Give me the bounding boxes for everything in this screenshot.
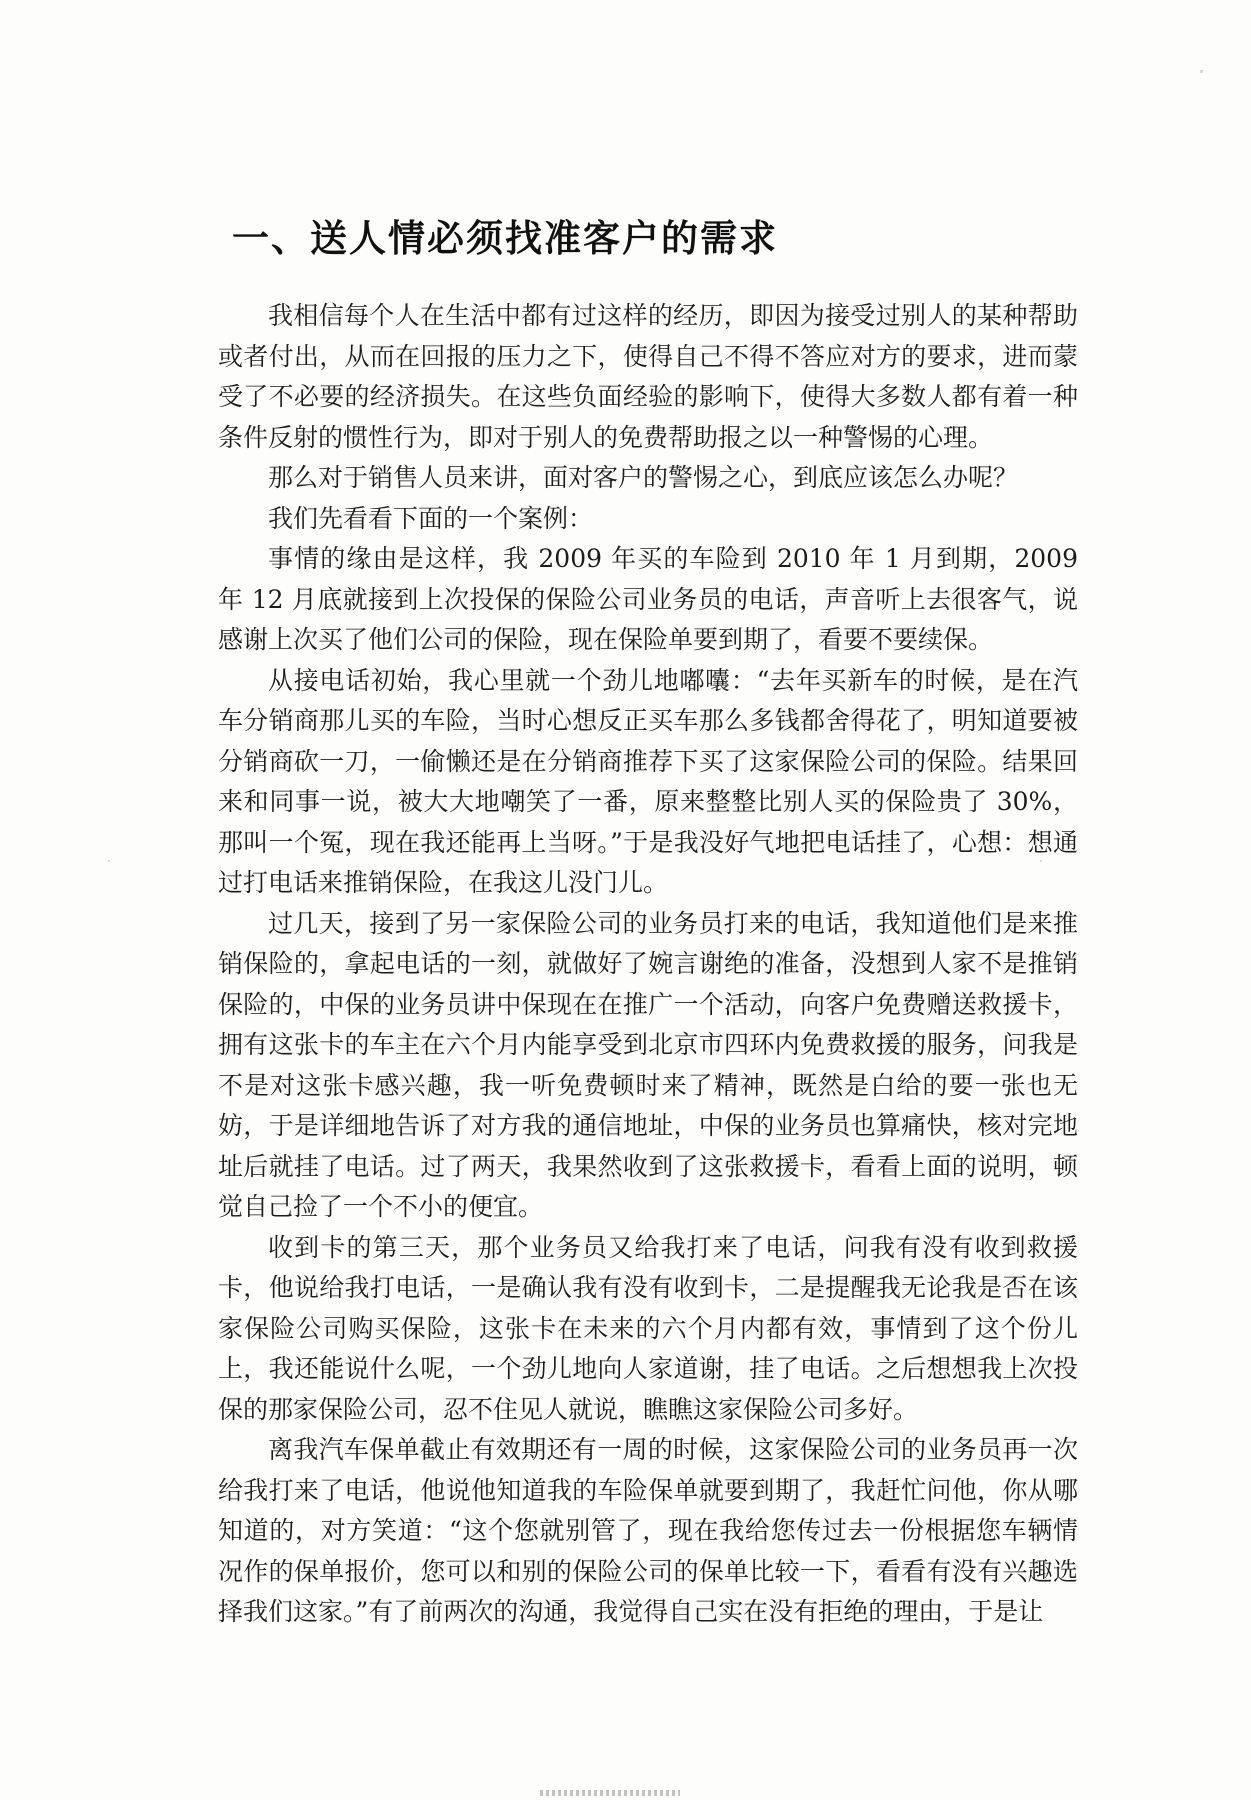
paragraph: 那么对于销售人员来讲，面对客户的警惕之心，到底应该怎么办呢？ bbox=[268, 463, 1019, 492]
paragraph: 过几天，接到了另一家保险公司的业务员打来的电话，我知道他们是来推销保险的，拿起电话的一刻，就做好了婉言谢绝的准备，没想到人家不是推销保险的，中保的业务员讲中保现在在推广一个活动，向客户免费赠送救援卡，拥有这张卡的车主在六个月内能享受到北京市四环内免费救援的服务，问我是不是对这张卡感兴趣，我一听免费顿时来了精神，既然是白给的要一张也无妨，于是详细地告诉了对方我的通信地址，中保的业务员也算痛快，核对完地址后就挂了电话。过了两天，我果然收到了这张救援卡，看看上面的说明，顿觉自己捡了一个不小的便宜。 bbox=[218, 908, 1078, 1221]
scan-speck bbox=[108, 860, 110, 862]
paragraph: 我们先看看下面的一个案例： bbox=[268, 503, 594, 533]
paragraph: 事情的缘由是这样，我 2009 年买的车险到 2010 年 1 月到期，2009 年 12 月底就接到上次投保的保险公司业务员的电话，声音听上去很客气，说感谢上次买了他们公司的保险，现在保险单要到期了，看要不要续保。 bbox=[218, 544, 1078, 654]
paragraph: 收到卡的第三天，那个业务员又给我打来了电话，问我有没有收到救援卡，他说给我打电话，一是确认我有没有收到卡，二是提醒我无论我是否在该家保险公司购买保险，这张卡在未来的六个月内都有效，事情到了这个份儿上，我还能说什么呢，一个劲儿地向人家道谢，挂了电话。之后想想我上次投保的那家保险公司，忍不住见人就说，瞧瞧这家保险公司多好。 bbox=[218, 1232, 1078, 1424]
paragraph: 我相信每个人在生活中都有过这样的经历，即因为接受过别人的某种帮助或者付出，从而在回报的压力之下，使得自己不得不答应对方的要求，进而蒙受了不必要的经济损失。在这些负面经验的影响下，使得大多数人都有着一种条件反射的惯性行为，即对于别人的免费帮助报之以一种警惕的心理。 bbox=[218, 301, 1078, 452]
paragraph: 离我汽车保单截止有效期还有一周的时候，这家保险公司的业务员再一次给我打来了电话，他说他知道我的车险保单就要到期了，我赶忙问他，你从哪知道的，对方笑道：“这个您就别管了，现在我给您传过去一份根据您车辆情况作的保单报价，您可以和别的保险公司的保单比较一下，看看有没有兴趣选择我们这家。”有了前两次的沟通，我觉得自己实在没有拒绝的理由，于是让 bbox=[218, 1435, 1078, 1626]
scan-footer-strip bbox=[540, 1790, 680, 1796]
paragraph: 从接电话初始，我心里就一个劲儿地嘟囔：“去年买新车的时候，是在汽车分销商那儿买的车险，当时心想反正买车那么多钱都舍得花了，明知道要被分销商砍一刀，一偷懒还是在分销商推荐下买了这家保险公司的保险。结果回来和同事一说，被大大地嘲笑了一番，原来整整比别人买的保险贵了 30%，那叫一个冤，现在我还能再上当呀。”于是我没好气地把电话挂了，心想：想通过打电话来推销保险，在我这儿没门儿。 bbox=[218, 665, 1078, 897]
scan-speck bbox=[1040, 860, 1042, 862]
body-text bbox=[218, 296, 1078, 1633]
section-heading: 一、送人情必须找准客户的需求 bbox=[232, 217, 778, 260]
scan-speck bbox=[1200, 70, 1203, 73]
